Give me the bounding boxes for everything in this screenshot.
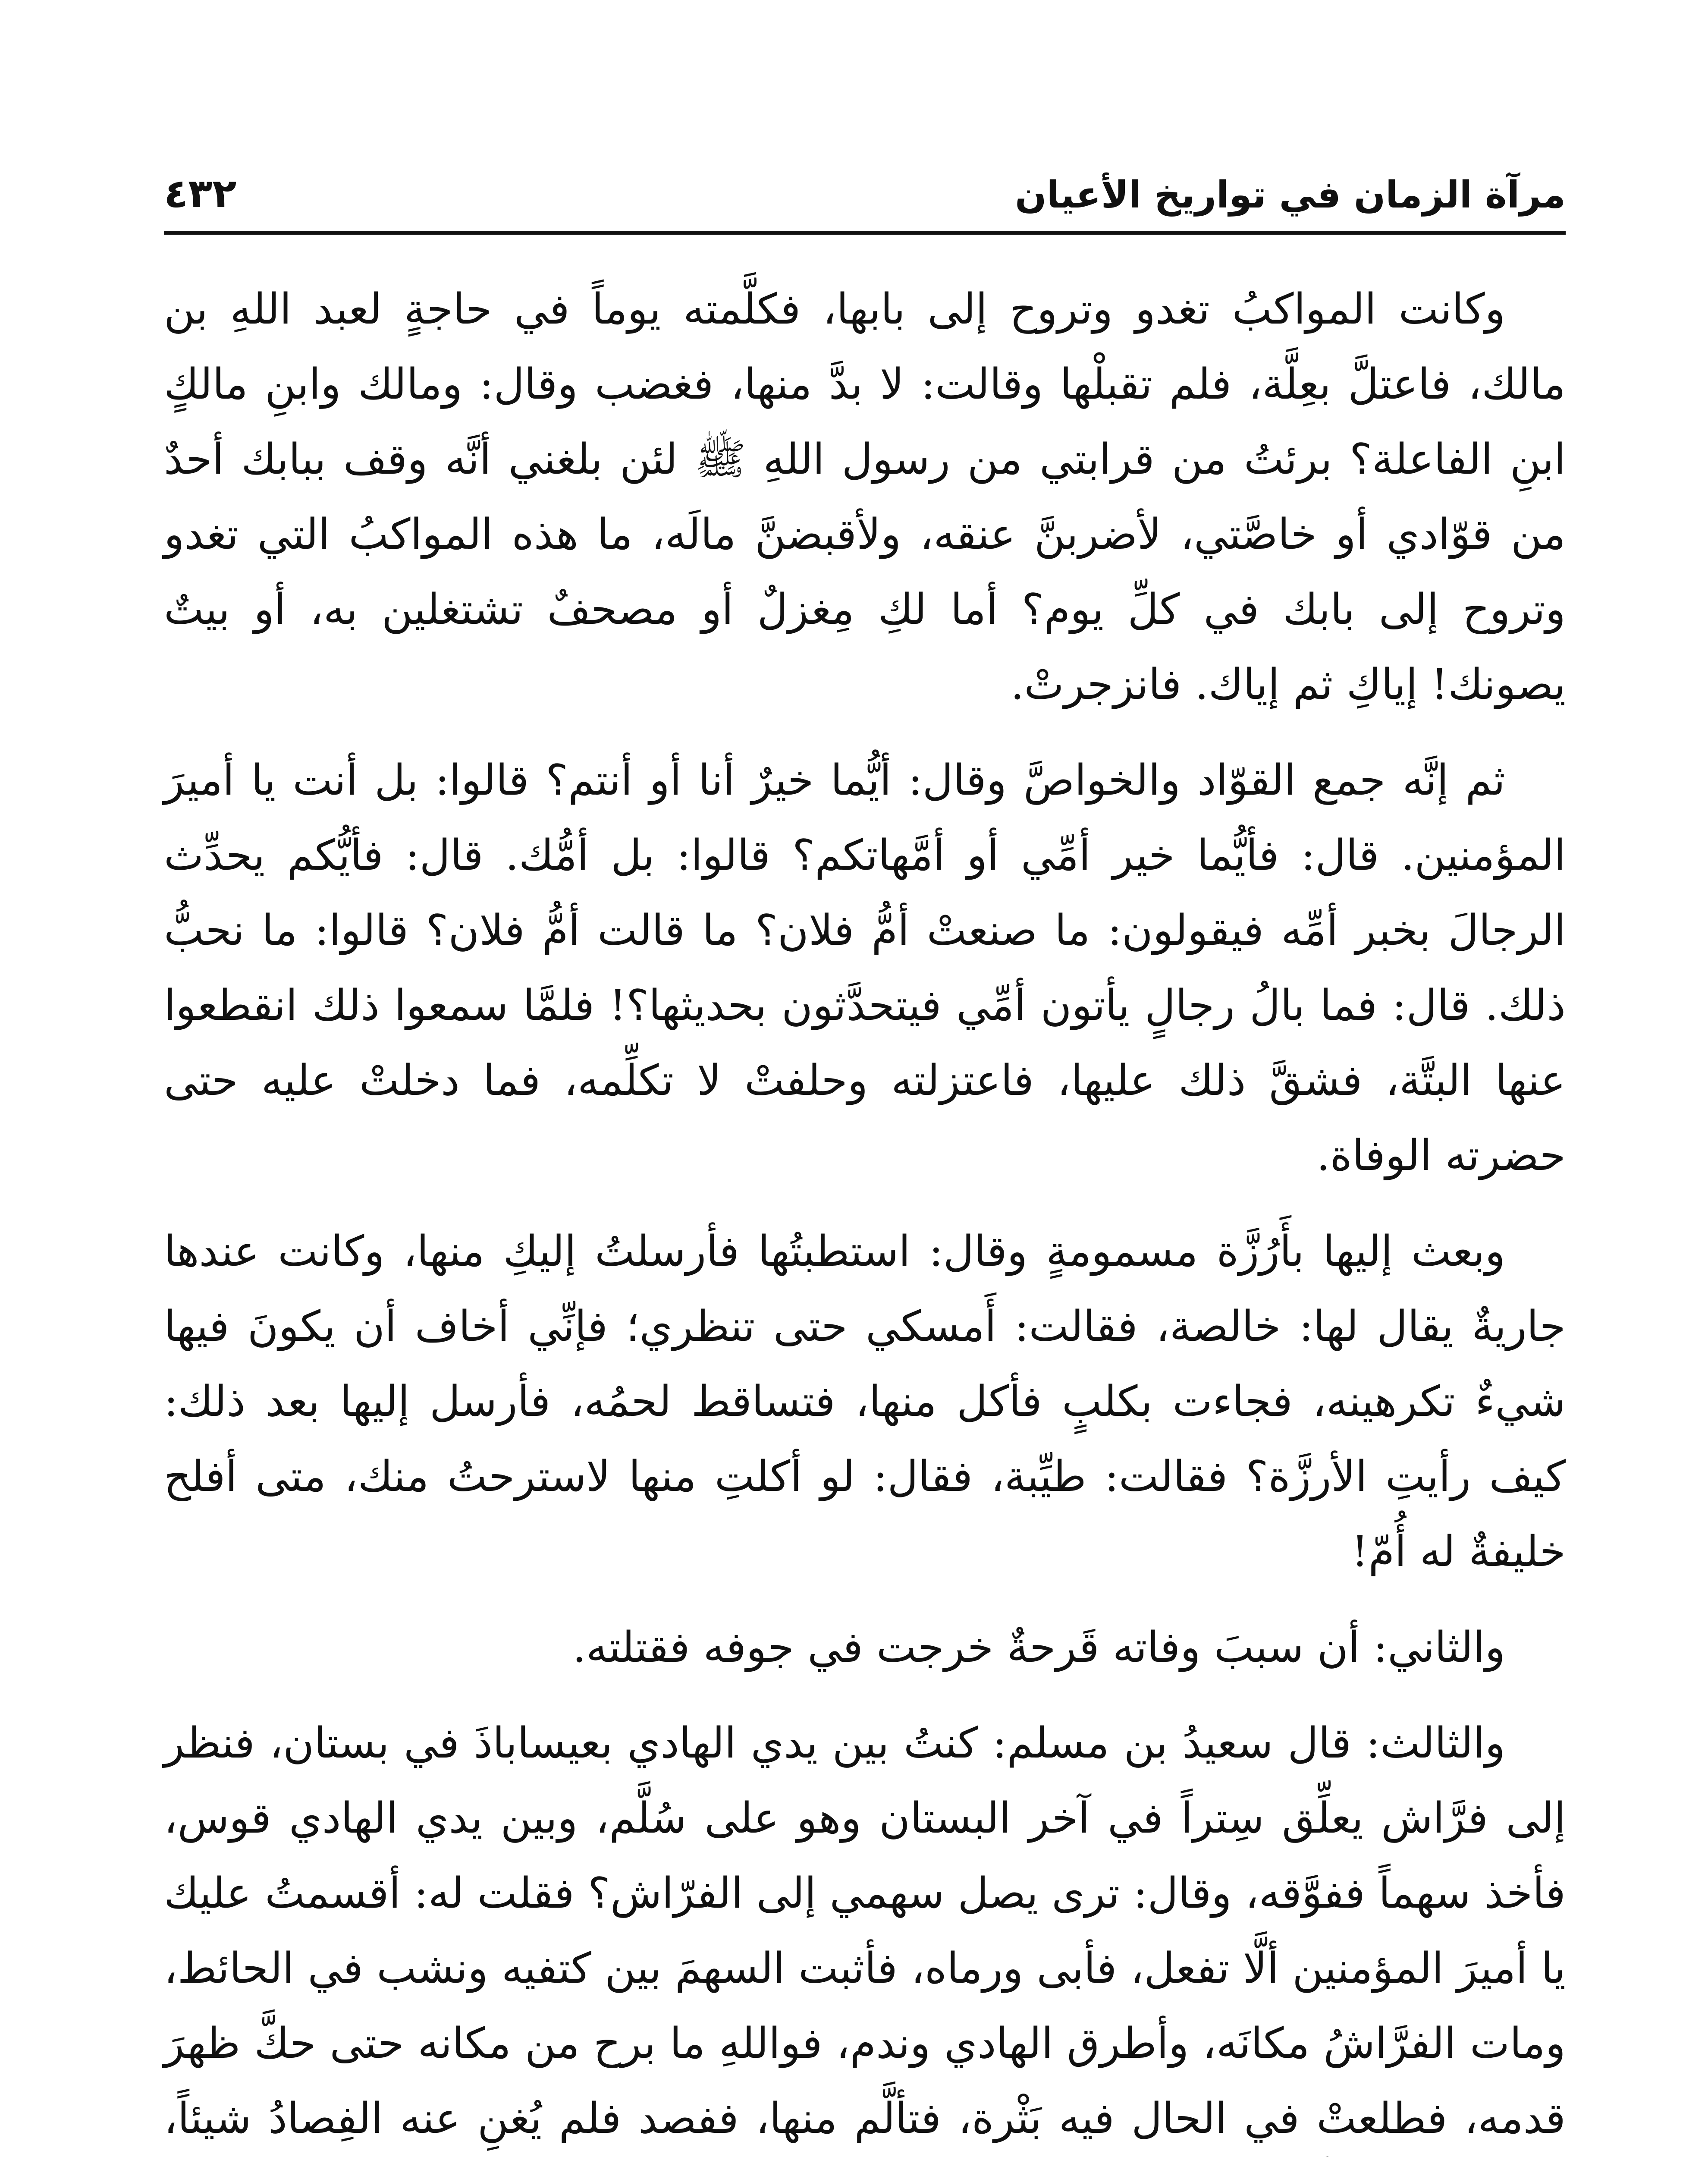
paragraph-2: ثم إنَّه جمع القوّاد والخواصَّ وقال: أيُّما خيرٌ أنا أو أنتم؟ قالوا: بل أنت يا أميرَ المؤمنين. قال: فأيُّما خير أمِّي أو أمَّهاتكم؟ قالوا: بل أمُّك. قال: فأيُّكم يحدِّث الرجالَ بخبر أمِّه فيقولون: ما صنعتْ أمُّ فلان؟ ما قالت أمُّ فلان؟ قالوا: ما نحبُّ ذلك. قال: فما بالُ رجالٍ يأتون أمِّي فيتحدَّثون بحديثها؟! فلمَّا سمعوا ذلك انقطعوا عنها البتَّة، فشقَّ ذلك عليها، فاعتزلته وحلفتْ لا تكلِّمه، فما دخلتْ عليه حتى حضرته الوفاة. (164, 756, 1566, 1180)
book-page (164, 142, 1566, 2157)
running-head (164, 142, 1566, 224)
paragraph-4: والثاني: أن سببَ وفاته قَرحةٌ خرجت في جوفه فقتلته. (572, 1623, 1505, 1672)
book-title: مرآة الزمان في تواريخ الأعيان (1015, 173, 1566, 217)
paragraph-1: وكانت المواكبُ تغدو وتروح إلى بابها، فكلَّمته يوماً في حاجةٍ لعبد اللهِ بن مالك، فاعتلَّ بعِلَّة، فلم تقبلْها وقالت: لا بدَّ منها، فغضب وقال: ومالك وابنِ مالكٍ ابنِ الفاعلة؟ برئتُ من قرابتي من رسول اللهِ ﷺ لئن بلغني أنَّه وقف ببابك أحدٌ من قوّادي أو خاصَّتي، لأضربنَّ عنقه، ولأقبضنَّ مالَه، ما هذه المواكبُ التي تغدو وتروح إلى بابك في كلِّ يوم؟ أما لكِ مِغزلٌ أو مصحفٌ تشتغلين به، أو بيتٌ يصونك! إياكِ ثم إياك. فانزجرتْ. (164, 285, 1566, 709)
paragraph-5: والثالث: قال سعيدُ بن مسلم: كنتُ بين يدي الهادي بعيساباذَ في بستان، فنظر إلى فرَّاش يعلِّق سِتراً في آخر البستان وهو على سُلَّم، وبين يدي الهادي قوس، فأخذ سهماً ففوَّقه، وقال: ترى يصل سهمي إلى الفرّاش؟ فقلت له: أقسمتُ عليك يا أميرَ المؤمنين ألَّا تفعل، فأبى ورماه، فأثبت السهمَ بين كتفيه ونشب في الحائط، ومات الفرَّاشُ مكانَه، وأطرق الهادي وندم، فواللهِ ما برح من مكانه حتى حكَّ ظهرَ قدمه، فطلعتْ في الحال فيه بَثْرة، فتألَّم منها، ففصد فلم يُغنِ عنه الفِصادُ شيئاً، (164, 1719, 1566, 2143)
header-rule (164, 231, 1566, 235)
body-text (164, 272, 1566, 2157)
page-number: ٤٣٢ (164, 170, 237, 217)
paragraph-3: وبعث إليها بأَرُزَّة مسمومةٍ وقال: استطبتُها فأرسلتُ إليكِ منها، وكانت عندها جاريةٌ يقال لها: خالصة، فقالت: أَمسكي حتى تنظري؛ فإنِّي أخاف أن يكونَ فيها شيءٌ تكرهينه، فجاءت بكلبٍ فأكل منها، فتساقط لحمُه، فأرسل إليها بعد ذلك: كيف رأيتِ الأرزَّة؟ فقالت: طيِّبة، فقال: لو أكلتِ منها لاسترحتُ منك، متى أفلح خليفةٌ له أُمّ! (164, 1227, 1566, 1576)
